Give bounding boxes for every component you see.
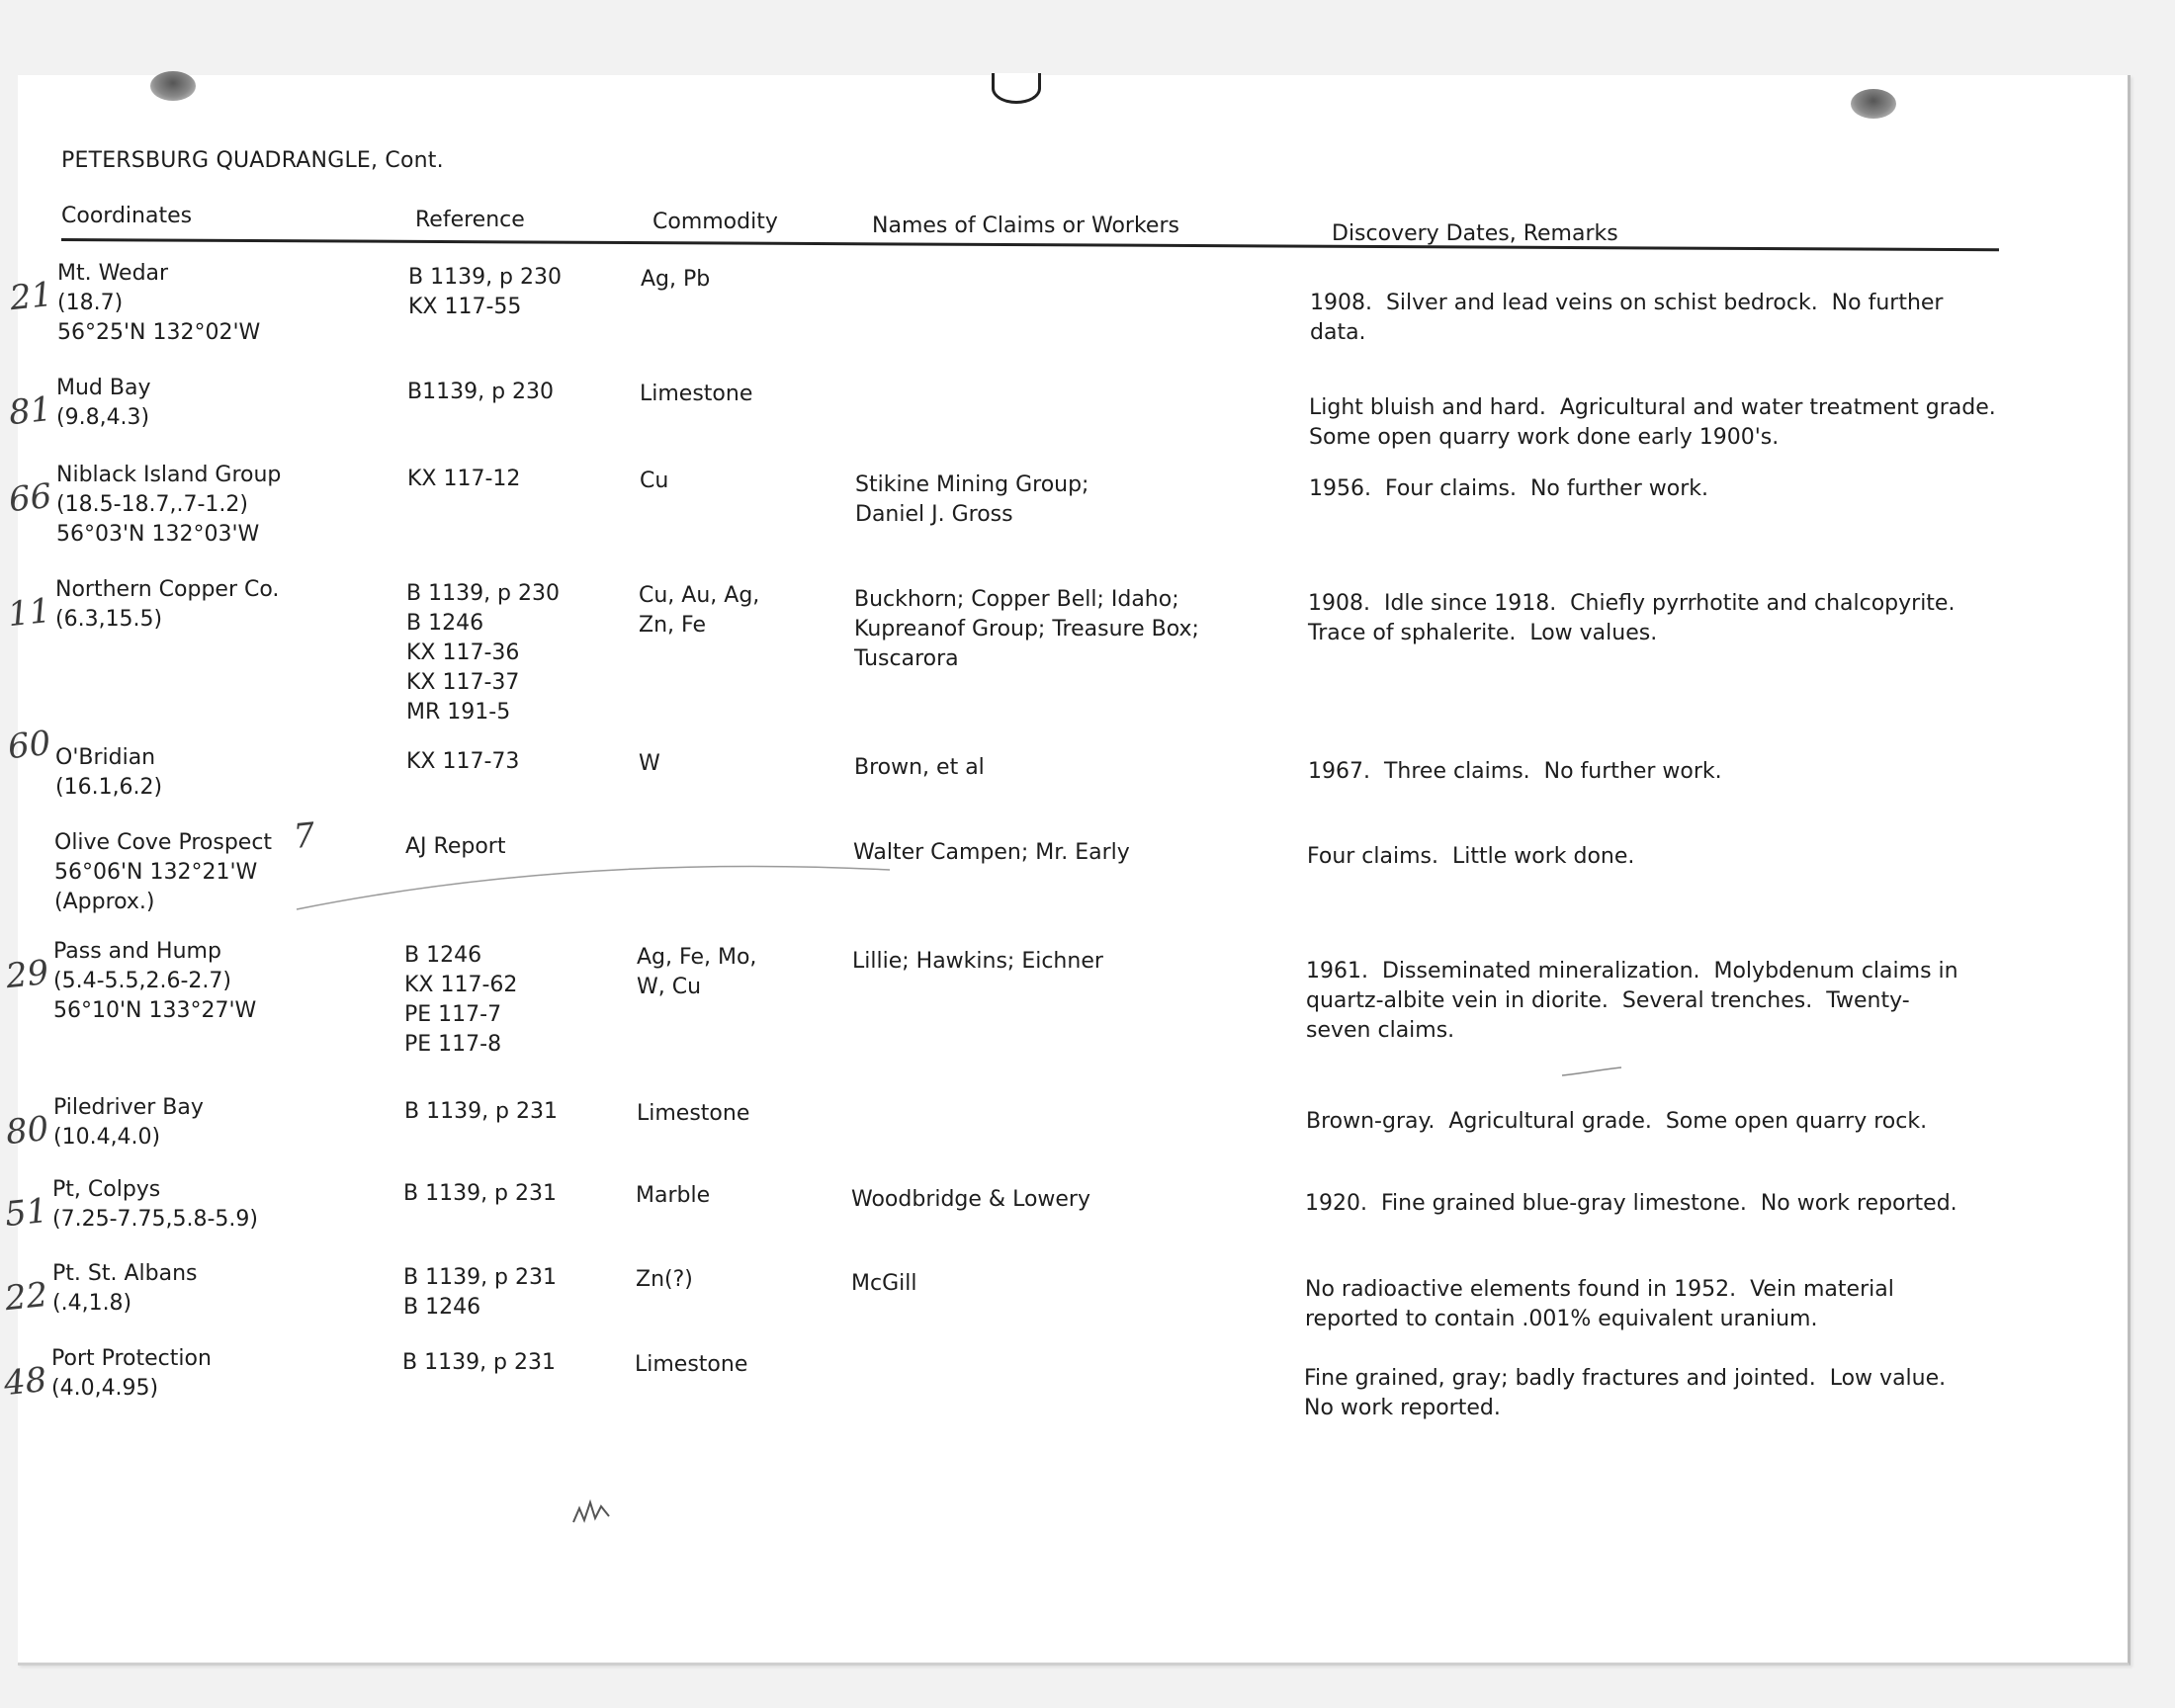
handwritten-note: 21 [8, 274, 55, 319]
row-coordinates: Olive Cove Prospect 56°06'N 132°21'W (Approx.) [54, 830, 273, 914]
row-remarks: 1961. Disseminated mineralization. Molybdenum claims in quartz-albite vein in diorite. Several trenches. Twenty- seven claims. [1306, 959, 1958, 1043]
row-commodity: W [639, 751, 660, 776]
row-remarks: 1967. Three claims. No further work. [1308, 759, 1722, 784]
punch-hole-center [992, 73, 1041, 104]
row-remarks: Brown-gray. Agricultural grade. Some open quarry rock. [1306, 1109, 1928, 1134]
row-coordinates: Mt. Wedar (18.7) 56°25'N 132°02'W [57, 261, 261, 345]
punch-hole-left [150, 71, 196, 101]
row-reference: B 1139, p 230 KX 117-55 [408, 265, 563, 319]
row-reference: B 1139, p 231 [402, 1350, 557, 1375]
row-coordinates: Port Protection (4.0,4.95) [51, 1346, 212, 1401]
row-remarks: 1956. Four claims. No further work. [1309, 476, 1708, 501]
handwritten-note: 51 [3, 1190, 50, 1236]
row-coordinates: O'Bridian (16.1,6.2) [55, 745, 163, 800]
handwritten-note: 22 [3, 1274, 50, 1320]
row-coordinates: Pt. St. Albans (.4,1.8) [52, 1261, 198, 1316]
row-names: Woodbridge & Lowery [851, 1187, 1090, 1212]
handwritten-note: 11 [6, 590, 53, 636]
page-title: PETERSBURG QUADRANGLE, Cont. [61, 148, 444, 173]
handwritten-note: 80 [4, 1108, 51, 1153]
row-coordinates: Niblack Island Group (18.5-18.7,.7-1.2) 56°03'N 132°03'W [56, 463, 282, 547]
row-commodity: Ag, Pb [641, 267, 711, 292]
handwritten-note: 66 [7, 475, 54, 521]
header-coordinates: Coordinates [61, 204, 193, 228]
row-coordinates: Pass and Hump (5.4-5.5,2.6-2.7) 56°10'N 133°27'W [53, 939, 257, 1023]
header-commodity: Commodity [652, 210, 778, 234]
row-reference: B 1139, p 231 B 1246 [403, 1265, 558, 1320]
row-coordinates: Piledriver Bay (10.4,4.0) [53, 1095, 204, 1150]
row-commodity: Cu [640, 469, 669, 493]
row-remarks: Light bluish and hard. Agricultural and water treatment grade. Some open quarry work done early 1900's. [1309, 395, 1996, 450]
row-commodity: Zn(?) [636, 1267, 693, 1292]
header-names: Names of Claims or Workers [872, 214, 1179, 238]
row-remarks: 1908. Silver and lead veins on schist bedrock. No further data. [1310, 291, 1944, 345]
row-commodity: Limestone [637, 1101, 750, 1126]
row-reference: B 1139, p 231 [404, 1099, 559, 1124]
handwritten-note: 29 [4, 952, 51, 997]
row-names: McGill [851, 1271, 917, 1296]
row-reference: B1139, p 230 [407, 380, 555, 404]
handwritten-note: 81 [7, 388, 54, 434]
row-remarks: 1920. Fine grained blue-gray limestone. No work reported. [1305, 1191, 1958, 1216]
handwritten-note: 7 [291, 814, 317, 858]
row-remarks: Four claims. Little work done. [1307, 844, 1635, 869]
row-coordinates: Mud Bay (9.8,4.3) [56, 376, 151, 430]
header-reference: Reference [415, 208, 525, 232]
row-reference: KX 117-12 [407, 467, 521, 491]
row-reference: AJ Report [405, 834, 506, 859]
row-remarks: 1908. Idle since 1918. Chiefly pyrrhotite and chalcopyrite. Trace of sphalerite. Low values. [1308, 591, 1956, 645]
row-commodity: Limestone [640, 382, 753, 406]
row-reference: B 1139, p 231 [403, 1181, 558, 1206]
row-commodity: Limestone [635, 1352, 748, 1377]
row-names: Stikine Mining Group; Daniel J. Gross [855, 472, 1089, 527]
row-reference: B 1139, p 230 B 1246 KX 117-36 KX 117-37 MR 191-5 [406, 581, 561, 725]
row-coordinates: Pt, Colpys (7.25-7.75,5.8-5.9) [52, 1177, 258, 1232]
row-names: Buckhorn; Copper Bell; Idaho; Kupreanof Group; Treasure Box; Tuscarora [854, 587, 1199, 671]
row-remarks: No radioactive elements found in 1952. Vein material reported to contain .001% equivalent uranium. [1305, 1277, 1894, 1331]
handwritten-note: 48 [2, 1359, 49, 1405]
row-coordinates: Northern Copper Co. (6.3,15.5) [55, 577, 280, 632]
row-commodity: Ag, Fe, Mo, W, Cu [637, 945, 757, 999]
punch-hole-right [1851, 89, 1896, 119]
row-remarks: Fine grained, gray; badly fractures and jointed. Low value. No work reported. [1304, 1366, 1947, 1420]
row-reference: KX 117-73 [406, 749, 520, 774]
handwritten-note: 60 [6, 723, 53, 768]
header-remarks: Discovery Dates, Remarks [1332, 221, 1618, 246]
row-names: Walter Campen; Mr. Early [853, 840, 1130, 865]
row-commodity: Marble [636, 1183, 711, 1208]
row-names: Lillie; Hawkins; Eichner [852, 949, 1103, 974]
row-reference: B 1246 KX 117-62 PE 117-7 PE 117-8 [404, 943, 518, 1057]
row-commodity: Cu, Au, Ag, Zn, Fe [639, 583, 760, 638]
row-names: Brown, et al [854, 755, 985, 780]
